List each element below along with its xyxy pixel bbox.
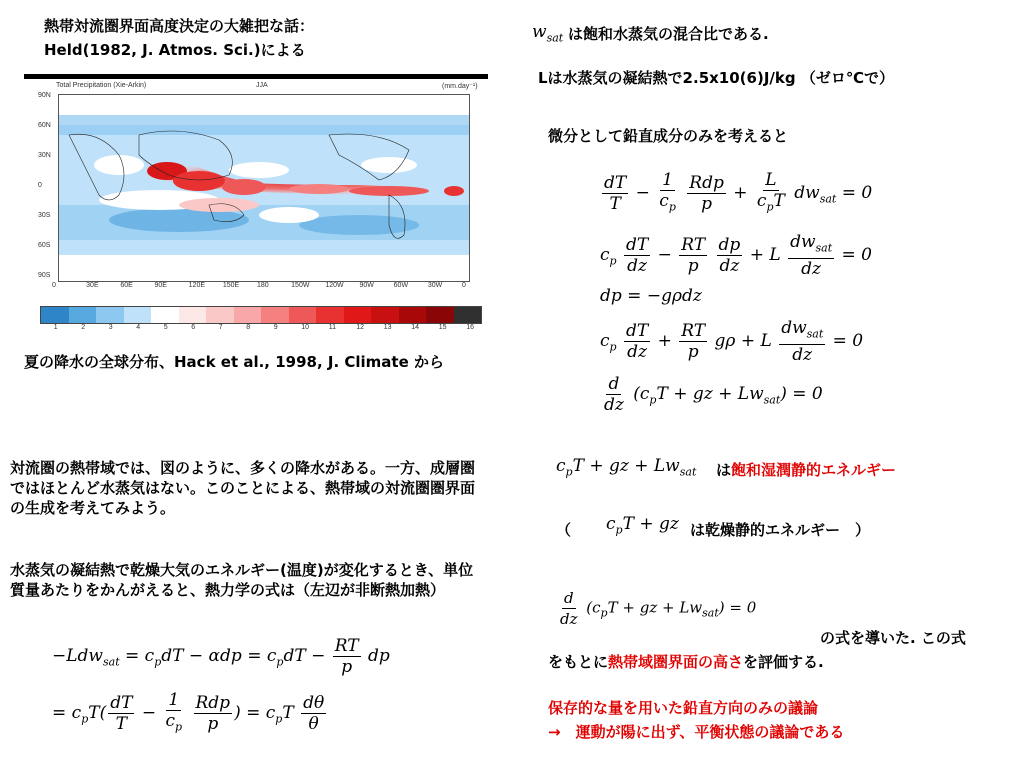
colorbar-label: 14 [411, 324, 420, 331]
colorbar-label: 16 [466, 324, 475, 331]
lon-tick: 120E [188, 282, 206, 289]
colorbar-swatch [41, 307, 69, 323]
colorbar-swatch [261, 307, 289, 323]
equation-heating-2: = $c_pT$( $\frac{dT}{T}$ − $\frac{1}{c_p}$ $\frac{\text{Rdp}}{p}$ ) = $c_pT$ $\frac{d\theta}{\theta}$ [52, 690, 325, 735]
conclusion-line1: 保存的な量を用いた鉛直方向のみの議論 [548, 699, 819, 717]
colorbar-label: 13 [383, 324, 392, 331]
lat-tick: 90N [38, 92, 51, 99]
map-header-mid: JJA [256, 82, 268, 89]
colorbar-label: 12 [356, 324, 365, 331]
colorbar-swatch [426, 307, 454, 323]
map-header-right: (mm.day⁻¹) [442, 83, 478, 90]
equation-r4: $c_p$ $\frac{dT}{dz}$ + $\frac{RT}{p}$ gρ + L $\frac{dw_{sat}}{dz}$ = 0 [600, 318, 864, 366]
lat-tick: 30S [38, 212, 51, 219]
derived-line1: の式を導いた. この式 [820, 629, 966, 647]
lon-tick: 150W [291, 282, 310, 289]
lon-tick: 30W [427, 282, 443, 289]
colorbar-label: 11 [328, 324, 337, 331]
moist-static-prefix: は [716, 461, 732, 479]
lat-tick: 60N [38, 122, 51, 129]
lon-tick: 90W [359, 282, 374, 289]
colorbar-swatch [454, 307, 482, 323]
derived-line2-b: を評価する. [743, 653, 824, 671]
colorbar-label: 6 [191, 324, 196, 331]
colorbar-swatch [399, 307, 427, 323]
figure-caption: 夏の降水の全球分布、Hack et al., 1998, J. Climate から [24, 353, 444, 371]
colorbar-swatch [316, 307, 344, 323]
colorbar-label: 1 [53, 324, 58, 331]
equation-r5: $\frac{d}{dz}$ ($c_pT$ + gz + $Lw_{sat}) = 0$ [604, 374, 823, 415]
colorbar [40, 306, 482, 324]
moist-static-label [716, 460, 896, 480]
equation-r2: $c_p$ $\frac{dT}{dz}$ − $\frac{RT}{p}$ $\frac{dp}{dz}$ + L $\frac{dw_{sat}}{dz}$ = 0 [600, 232, 872, 280]
colorbar-swatch [206, 307, 234, 323]
lon-tick: 0 [52, 282, 56, 289]
colorbar-swatch [151, 307, 179, 323]
colorbar-label: 15 [438, 324, 447, 331]
lat-tick: 30N [38, 152, 51, 159]
symbol-wsat: $w_{sat}$ [532, 22, 564, 45]
paragraph-thermodynamics: 水蒸気の凝結熱で乾燥大気のエネルギー(温度)が変化するとき、単位質量あたりをかんがえると、熱力学の式は（左辺が非断熱加熱） [10, 561, 474, 599]
paragraph-tropics: 対流圏の熱帯域では、図のように、多くの降水がある。一方、成層圏ではほとんど水蒸気はない。このことによる、熱帯域の対流圏圏界面の生成を考えてみよう。 [10, 459, 476, 517]
equation-r3: dp = −gρdz [600, 286, 702, 306]
colorbar-swatch [289, 307, 317, 323]
lat-tick: 90S [38, 272, 51, 279]
colorbar-swatch [179, 307, 207, 323]
lat-tick: 0 [38, 182, 42, 189]
lon-tick: 180 [257, 282, 269, 289]
equation-r1: $\frac{dT}{T}$ − $\frac{1}{c_p}$ $\frac{\text{Rdp}}{p}$ + $\frac{L}{c_pT}$ $dw_{sat} = 0$ [604, 170, 873, 215]
colorbar-swatch [124, 307, 152, 323]
lon-tick: 30E [86, 282, 99, 289]
lon-axis [52, 282, 472, 292]
colorbar-swatch [69, 307, 97, 323]
lon-tick: 120W [325, 282, 344, 289]
dry-static-open: （ [556, 521, 572, 539]
colorbar-swatch [371, 307, 399, 323]
lon-tick: 90E [154, 282, 167, 289]
equation-dry-static: $c_pT$ + gz [606, 514, 679, 537]
lon-tick: 60E [120, 282, 133, 289]
derived-line2-red: 熱帯域圏界面の高さ [608, 653, 744, 671]
lon-tick: 0 [462, 282, 466, 289]
colorbar-label: 10 [301, 324, 310, 331]
colorbar-swatch [96, 307, 124, 323]
slide-title-line2: Held(1982, J. Atmos. Sci.)による [44, 41, 306, 59]
derived-line2-a: をもとに [548, 653, 609, 671]
moist-static-name: 飽和湿潤静的エネルギー [731, 461, 897, 479]
derived-line2 [548, 652, 824, 672]
colorbar-label: 3 [108, 324, 113, 331]
conclusion-line2: → 運動が陽に出ず、平衡状態の議論である [548, 723, 845, 741]
colorbar-label: 9 [273, 324, 278, 331]
colorbar-label: 4 [136, 324, 141, 331]
dry-static-label: は乾燥静的エネルギー ） [690, 521, 871, 539]
precipitation-figure [24, 82, 490, 332]
slide-title-line1: 熱帯対流圏界面高度決定の大雑把な話： [44, 17, 315, 35]
map-header-left: Total Precipitation (Xie-Arkin) [56, 82, 147, 89]
lon-tick: 60W [393, 282, 409, 289]
wsat-description: は飽和水蒸気の混合比である. [568, 25, 769, 43]
colorbar-labels [40, 324, 480, 334]
precipitation-map [58, 94, 470, 282]
lat-tick: 60S [38, 242, 51, 249]
lat-axis [38, 92, 56, 282]
equation-heating-1: $-Ldw_{sat} = c_pdT - \alpha dp = c_pdT$ − $\frac{RT}{p}$ dp [52, 636, 390, 677]
equation-moist-static: $c_pT$ + gz + $Lw_{sat}$ [556, 456, 697, 479]
colorbar-label: 5 [163, 324, 168, 331]
colorbar-label: 2 [81, 324, 86, 331]
lon-tick: 150E [222, 282, 240, 289]
latent-heat-note: Lは水蒸気の凝結熱で2.5x10(6)J/kg （ゼロ℃で） [538, 69, 894, 87]
colorbar-label: 8 [246, 324, 251, 331]
title-rule [24, 74, 488, 79]
vertical-only-note: 微分として鉛直成分のみを考えると [548, 127, 789, 145]
equation-derived: $\frac{d}{dz}$ ($c_pT$ + gz + $Lw_{sat}) = 0$ [560, 589, 757, 628]
colorbar-label: 7 [218, 324, 223, 331]
colorbar-swatch [344, 307, 372, 323]
colorbar-swatch [234, 307, 262, 323]
